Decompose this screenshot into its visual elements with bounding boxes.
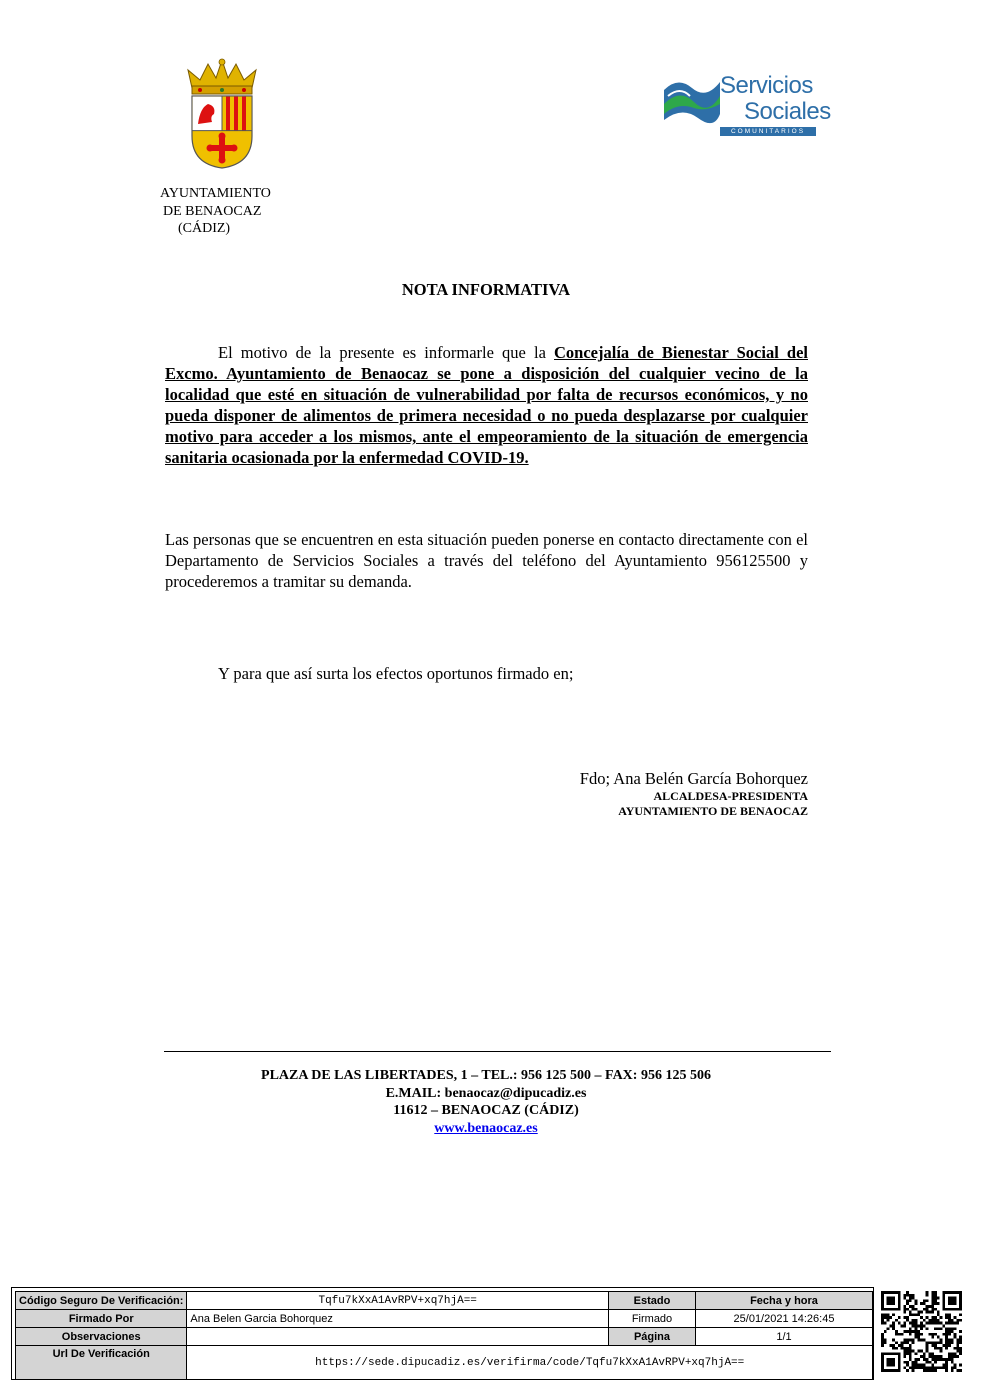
signature-block [440, 789, 808, 819]
footer-divider [164, 1051, 831, 1052]
csv-value: Tqfu7kXxA1AvRPV+xq7hjA== [187, 1292, 609, 1310]
signature-name: Fdo; Ana Belén García Bohorquez [579, 769, 808, 788]
observaciones-value [187, 1328, 609, 1346]
fecha-label: Fecha y hora [696, 1292, 873, 1310]
paragraph-contact: Las personas que se encuentren en esta situación pueden ponerse en contacto directamente con el Departamento de Servicios Sociales a través del teléfono del Ayuntamiento 956125500 y procederemos a tramitar su demanda. [165, 530, 808, 591]
url-value[interactable]: https://sede.dipucadiz.es/verifirma/code/Tqfu7kXxA1AvRPV+xq7hjA== [187, 1346, 873, 1380]
url-label: Url De Verificación [16, 1346, 187, 1380]
footer-address: PLAZA DE LAS LIBERTADES, 1 – TEL.: 956 125 500 – FAX: 956 125 506 [261, 1068, 711, 1083]
table-row [16, 1292, 873, 1310]
paragraph-intro-text: El motivo de la presente es informarle que la [218, 343, 555, 362]
logo-text-comunitarios: COMUNITARIOS [720, 127, 816, 136]
municipality-name [160, 185, 300, 238]
footer-email: E.MAIL: benaocaz@dipucadiz.es [385, 1085, 587, 1101]
fecha-value: 25/01/2021 14:26:45 [696, 1310, 873, 1328]
footer-website-link[interactable]: www.benaocaz.es [434, 1120, 538, 1136]
paragraph-closing: Y para que así surta los efectos oportunos firmado en; [218, 664, 574, 683]
pagina-label: Página [609, 1328, 696, 1346]
firmado-value: Ana Belen Garcia Bohorquez [187, 1310, 609, 1328]
pagina-value: 1/1 [696, 1328, 873, 1346]
verification-table [15, 1291, 873, 1380]
signature-entity: AYUNTAMIENTO DE BENAOCAZ [618, 804, 808, 818]
footer-city: 11612 – BENAOCAZ (CÁDIZ) [393, 1103, 579, 1118]
municipality-line-1: AYUNTAMIENTO [160, 186, 271, 201]
table-row [16, 1328, 873, 1346]
qr-code-icon [881, 1291, 962, 1372]
servicios-sociales-mark-icon [664, 74, 720, 126]
observaciones-label: Observaciones [16, 1328, 187, 1346]
logo-text-servicios: Servicios [720, 72, 813, 99]
table-row [16, 1310, 873, 1328]
servicios-sociales-logo [664, 72, 831, 138]
paragraph-intro-highlight: Concejalía de Bienestar Social del Excmo. Ayuntamiento de Benaocaz se pone a disposición del cualquier vecino de la localidad que esté en situación de vulnerabilidad por falta de recursos económicos, y no pueda disponer de alimentos de primera necesidad o no pueda desplazarse por cualquier motivo para acceder a los mismos, ante el empeoramiento de la situación de emergencia sanitaria ocasionada por la enfermedad COVID-19. [165, 343, 808, 467]
municipality-line-3: (CÁDIZ) [178, 221, 231, 236]
estado-value: Firmado [609, 1310, 696, 1328]
table-row [16, 1346, 873, 1380]
logo-text-sociales: Sociales [744, 98, 831, 125]
firmado-label: Firmado Por [16, 1310, 187, 1328]
municipality-line-2: DE BENAOCAZ [163, 203, 262, 219]
estado-label: Estado [609, 1292, 696, 1310]
paragraph-intro [165, 342, 808, 468]
coat-of-arms-image [180, 58, 264, 170]
verification-box [11, 1287, 874, 1380]
document-title: NOTA INFORMATIVA [401, 280, 571, 299]
csv-label: Código Seguro De Verificación: [16, 1292, 187, 1310]
signature-role: ALCALDESA-PRESIDENTA [653, 789, 808, 803]
footer-contact [164, 1067, 808, 1137]
